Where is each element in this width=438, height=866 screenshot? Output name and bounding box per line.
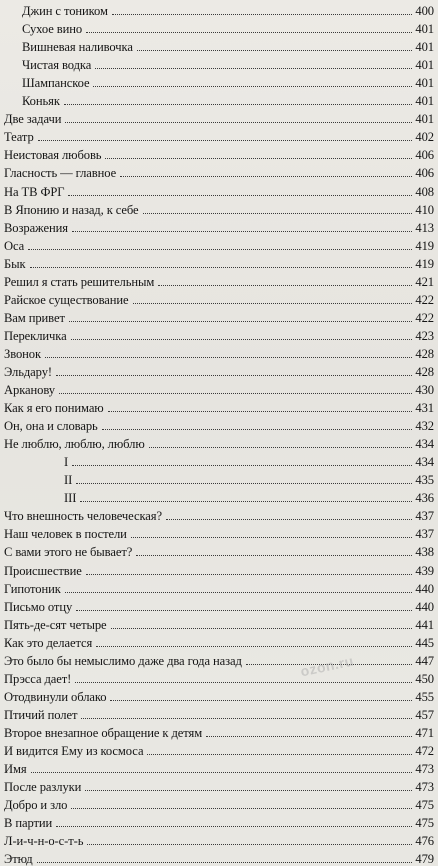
dot-leader	[87, 844, 412, 845]
dot-leader	[76, 610, 412, 611]
toc-entry-page-number: 455	[415, 689, 434, 704]
toc-entry-title: Что внешность человеческая?	[4, 509, 162, 524]
toc-entry-page-number: 471	[415, 725, 434, 740]
toc-entry	[4, 343, 434, 361]
toc-entry-page-number: 473	[415, 780, 434, 795]
toc-entry-title: Вам привет	[4, 310, 65, 325]
toc-entry	[4, 541, 434, 559]
toc-entry-title: И видится Ему из космоса	[4, 743, 144, 758]
dot-leader	[206, 736, 412, 737]
toc-entry	[4, 325, 434, 343]
dot-leader	[72, 465, 412, 466]
toc-entry	[4, 199, 434, 217]
dot-leader	[65, 122, 412, 123]
toc-entry	[4, 397, 434, 415]
dot-leader	[166, 519, 412, 520]
toc-entry-title: Он, она и словарь	[4, 419, 98, 434]
toc-entry-page-number: 440	[415, 581, 434, 596]
toc-entry-page-number: 450	[415, 671, 434, 686]
toc-entry-page-number: 457	[415, 707, 434, 722]
toc-entry	[4, 596, 434, 614]
toc-entry-page-number: 436	[415, 491, 434, 506]
dot-leader	[81, 718, 412, 719]
toc-entry	[4, 36, 434, 54]
dot-leader	[108, 411, 412, 412]
toc-entry-page-number: 440	[415, 599, 434, 614]
toc-entry-page-number: 437	[415, 509, 434, 524]
toc-entry	[4, 614, 434, 632]
toc-entry-title: Коньяк	[22, 94, 60, 109]
toc-entry-page-number: 410	[415, 202, 434, 217]
toc-entry-title: Чистая водка	[22, 58, 92, 73]
toc-entry-page-number: 434	[415, 437, 434, 452]
toc-entry-title: II	[64, 473, 73, 488]
toc-entry	[4, 271, 434, 289]
toc-entry-page-number: 431	[415, 401, 434, 416]
toc-entry-title: Второе внезапное обращение к детям	[4, 725, 203, 740]
toc-entry-title: Шампанское	[22, 76, 90, 91]
toc-entry	[4, 523, 434, 541]
toc-entry-title: Птичий полет	[4, 707, 78, 722]
dot-leader	[246, 664, 412, 665]
toc-entry-title: Возражения	[4, 220, 68, 235]
dot-leader	[86, 574, 412, 575]
toc-entry-page-number: 438	[415, 545, 434, 560]
toc-entry-title: В Японию и назад, к себе	[4, 202, 139, 217]
toc-entry	[4, 72, 434, 90]
toc-entry-title: III	[64, 491, 77, 506]
toc-entry-title: Не люблю, люблю, люблю	[4, 437, 145, 452]
toc-entry-page-number: 413	[415, 220, 434, 235]
toc-entry	[4, 632, 434, 650]
dot-leader	[147, 754, 412, 755]
toc-entry-page-number: 473	[415, 762, 434, 777]
toc-entry	[4, 162, 434, 180]
dot-leader	[71, 339, 412, 340]
dot-leader	[45, 357, 412, 358]
dot-leader	[131, 537, 412, 538]
dot-leader	[96, 646, 412, 647]
toc-entry	[4, 758, 434, 776]
toc-entry-page-number: 437	[415, 527, 434, 542]
toc-entry	[4, 126, 434, 144]
dot-leader	[80, 501, 412, 502]
toc-entry-title: Вишневая наливочка	[22, 40, 133, 55]
toc-entry-title: Как я его понимаю	[4, 401, 104, 416]
toc-entry	[4, 108, 434, 126]
toc-entry-page-number: 428	[415, 364, 434, 379]
dot-leader	[133, 303, 412, 304]
toc-entry-page-number: 400	[415, 4, 434, 19]
toc-entry	[4, 217, 434, 235]
toc-entry	[4, 307, 434, 325]
toc-entry-title: Гипотоник	[4, 581, 61, 596]
toc-entry-title: Имя	[4, 762, 27, 777]
dot-leader	[95, 68, 412, 69]
toc-entry	[4, 812, 434, 830]
toc-entry	[4, 379, 434, 397]
dot-leader	[75, 682, 412, 683]
dot-leader	[37, 862, 412, 863]
toc-entry-page-number: 401	[415, 22, 434, 37]
toc-entry-page-number: 422	[415, 292, 434, 307]
toc-entry-page-number: 406	[415, 148, 434, 163]
toc-entry-title: В партии	[4, 816, 53, 831]
toc-entry-page-number: 423	[415, 328, 434, 343]
toc-entry	[4, 686, 434, 704]
dot-leader	[56, 826, 412, 827]
toc-entry-page-number: 408	[415, 184, 434, 199]
toc-entry	[4, 559, 434, 577]
toc-entry	[4, 415, 434, 433]
toc-entry	[4, 0, 434, 18]
toc-entry	[4, 704, 434, 722]
dot-leader	[72, 231, 412, 232]
dot-leader	[68, 195, 412, 196]
toc-entry	[4, 451, 434, 469]
toc-entry-title: С вами этого не бывает?	[4, 545, 133, 560]
toc-entry	[4, 830, 434, 848]
toc-entry	[4, 289, 434, 307]
dot-leader	[111, 628, 412, 629]
dot-leader	[105, 158, 412, 159]
toc-entry-page-number: 421	[415, 274, 434, 289]
toc-entry	[4, 18, 434, 36]
toc-entry-title: Наш человек в постели	[4, 527, 127, 542]
toc-entry	[4, 144, 434, 162]
toc-entry	[4, 487, 434, 505]
toc-entry	[4, 361, 434, 379]
toc-entry	[4, 253, 434, 271]
dot-leader	[112, 14, 412, 15]
dot-leader	[59, 393, 412, 394]
toc-entry-title: Оса	[4, 238, 25, 253]
toc-entry-page-number: 447	[415, 653, 434, 668]
toc-entry-title: Неистовая любовь	[4, 148, 102, 163]
toc-entry-page-number: 419	[415, 238, 434, 253]
toc-entry-title: Пять-де-сят четыре	[4, 617, 107, 632]
toc-entry-page-number: 402	[415, 130, 434, 145]
dot-leader	[85, 790, 412, 791]
toc-entry	[4, 235, 434, 253]
toc-entry-page-number: 401	[415, 76, 434, 91]
dot-leader	[149, 447, 412, 448]
toc-entry	[4, 469, 434, 487]
dot-leader	[65, 592, 412, 593]
toc-entry-page-number: 401	[415, 112, 434, 127]
toc-entry-page-number: 434	[415, 455, 434, 470]
toc-entry-page-number: 401	[415, 94, 434, 109]
toc-entry-title: Две задачи	[4, 112, 62, 127]
toc-entry	[4, 180, 434, 198]
dot-leader	[30, 267, 412, 268]
toc-entry-page-number: 430	[415, 383, 434, 398]
dot-leader	[143, 213, 412, 214]
toc-entry	[4, 794, 434, 812]
toc-entry	[4, 722, 434, 740]
toc-entry-title: Л-и-ч-н-о-с-т-ь	[4, 834, 84, 849]
toc-entry	[4, 848, 434, 866]
toc-entry-title: После разлуки	[4, 780, 82, 795]
dot-leader	[56, 375, 412, 376]
toc-entry-page-number: 475	[415, 816, 434, 831]
toc-entry-page-number: 439	[415, 563, 434, 578]
dot-leader	[28, 249, 412, 250]
dot-leader	[158, 285, 412, 286]
dot-leader	[76, 483, 412, 484]
toc-entry-page-number: 479	[415, 852, 434, 866]
toc-entry-page-number: 441	[415, 617, 434, 632]
dot-leader	[31, 772, 412, 773]
toc-entry-title: Театр	[4, 130, 34, 145]
toc-entry-page-number: 435	[415, 473, 434, 488]
dot-leader	[137, 50, 412, 51]
dot-leader	[136, 555, 412, 556]
dot-leader	[69, 321, 412, 322]
dot-leader	[71, 808, 412, 809]
toc-entry-title: I	[64, 455, 69, 470]
toc-entry	[4, 54, 434, 72]
toc-entry-title: Добро и зло	[4, 798, 68, 813]
toc-entry-title: Отодвинули облако	[4, 689, 107, 704]
toc-entry-title: Сухое вино	[22, 22, 83, 37]
toc-entry-title: Прэсса дает!	[4, 671, 72, 686]
toc-entry-title: Арканову	[4, 383, 55, 398]
ozon-watermark: ozon.ru	[298, 652, 356, 680]
toc-entry-title: На ТВ ФРГ	[4, 184, 65, 199]
toc-entry-page-number: 432	[415, 419, 434, 434]
toc-entry-page-number: 406	[415, 166, 434, 181]
toc-entry-title: Бык	[4, 256, 26, 271]
table-of-contents	[4, 0, 434, 866]
dot-leader	[93, 86, 412, 87]
toc-entry	[4, 505, 434, 523]
toc-entry-title: Гласность — главное	[4, 166, 117, 181]
toc-entry	[4, 433, 434, 451]
toc-entry-title: Перекличка	[4, 328, 67, 343]
toc-entry-page-number: 428	[415, 346, 434, 361]
toc-entry-title: Как это делается	[4, 635, 93, 650]
toc-entry-title: Этюд	[4, 852, 33, 866]
toc-entry-title: Решил я стать решительным	[4, 274, 155, 289]
toc-entry-page-number: 472	[415, 743, 434, 758]
toc-entry	[4, 650, 434, 668]
toc-entry-title: Джин с тоником	[22, 4, 108, 19]
toc-entry-title: Письмо отцу	[4, 599, 73, 614]
toc-entry-title: Звонок	[4, 346, 42, 361]
toc-entry	[4, 668, 434, 686]
toc-entry-page-number: 475	[415, 798, 434, 813]
dot-leader	[102, 429, 412, 430]
toc-entry-page-number: 419	[415, 256, 434, 271]
dot-leader	[110, 700, 412, 701]
toc-entry-page-number: 401	[415, 58, 434, 73]
dot-leader	[64, 104, 412, 105]
toc-entry	[4, 578, 434, 596]
toc-entry-page-number: 422	[415, 310, 434, 325]
dot-leader	[120, 176, 412, 177]
toc-entry-title: Райское существование	[4, 292, 129, 307]
toc-entry-title: Эльдару!	[4, 364, 52, 379]
dot-leader	[86, 32, 412, 33]
toc-entry	[4, 90, 434, 108]
toc-entry	[4, 740, 434, 758]
toc-entry-page-number: 401	[415, 40, 434, 55]
toc-entry-page-number: 476	[415, 834, 434, 849]
toc-entry-page-number: 445	[415, 635, 434, 650]
toc-entry-title: Это было бы немыслимо даже два года назад	[4, 653, 242, 668]
dot-leader	[38, 140, 412, 141]
toc-entry	[4, 776, 434, 794]
toc-entry-title: Происшествие	[4, 563, 82, 578]
